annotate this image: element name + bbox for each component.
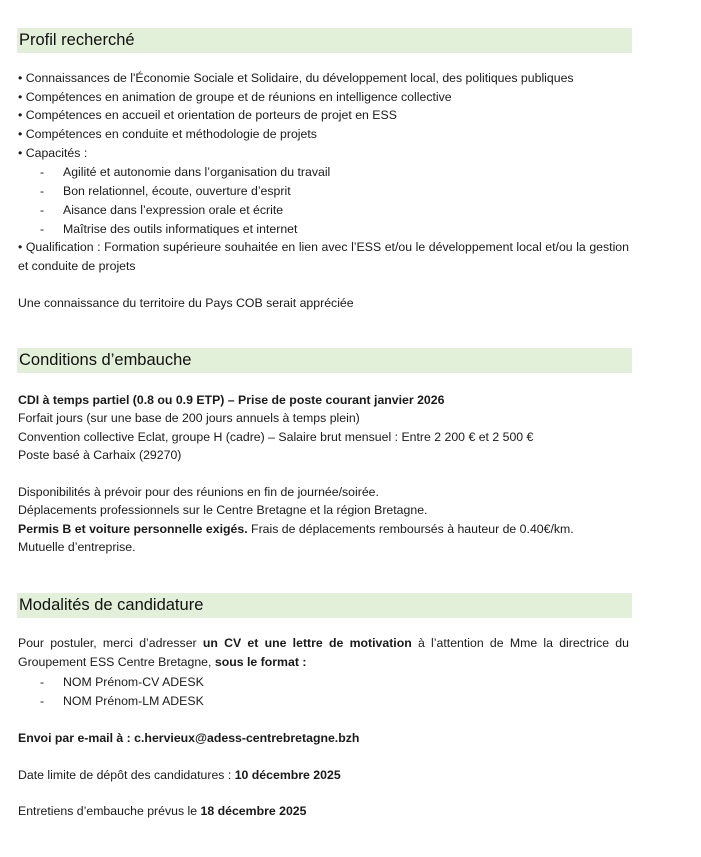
profil-qualification: • Qualification : Formation supérieure souhaitée en lien avec l’ESS et/ou le développement local et/ou la gestion et conduite de projets [18, 240, 629, 273]
format-item-lm: - NOM Prénom-LM ADESK [40, 694, 204, 708]
capacite-item-4: - Maîtrise des outils informatiques et internet [40, 222, 298, 236]
conditions-mutuelle: Mutuelle d’entreprise. [18, 540, 136, 554]
format-item-cv: - NOM Prénom-CV ADESK [40, 675, 204, 689]
section-heading-conditions: Conditions d’embauche [17, 348, 632, 373]
conditions-permis: Permis B et voiture personnelle exigés. Frais de déplacements remboursés à hauteur de 0.40€/km. [18, 522, 574, 536]
profil-bullet-2: • Compétences en animation de groupe et de réunions en intelligence collective [18, 90, 452, 104]
conditions-lieu: Poste basé à Carhaix (29270) [18, 448, 182, 462]
section-heading-profil: Profil recherché [17, 28, 632, 53]
capacite-item-3: - Aisance dans l’expression orale et écrite [40, 203, 284, 217]
profil-bullet-3: • Compétences en accueil et orientation de porteurs de projet en ESS [18, 108, 397, 122]
modalites-date-limite: Date limite de dépôt des candidatures : 10 décembre 2025 [18, 768, 341, 782]
conditions-deplacements: Déplacements professionnels sur le Centre Bretagne et la région Bretagne. [18, 503, 428, 517]
capacite-item-1: - Agilité et autonomie dans l’organisation du travail [40, 165, 331, 179]
section-heading-modalites: Modalités de candidature [17, 593, 632, 618]
modalites-paragraph: Pour postuler, merci d’adresser un CV et une lettre de motivation à l’attention de Mme la directrice du Groupement ESS Centre Bretagne, sous le format : [18, 636, 629, 669]
modalites-entretiens: Entretiens d’embauche prévus le 18 décembre 2025 [18, 804, 307, 818]
modalites-envoi: Envoi par e-mail à : c.hervieux@adess-centrebretagne.bzh [18, 731, 360, 745]
profil-bullet-4: • Compétences en conduite et méthodologie de projets [18, 127, 317, 141]
conditions-contrat: CDI à temps partiel (0.8 ou 0.9 ETP) – Prise de poste courant janvier 2026 [18, 393, 445, 407]
profil-territoire: Une connaissance du territoire du Pays COB serait appréciée [18, 296, 354, 310]
profil-bullet-1: • Connaissances de l'Économie Sociale et Solidaire, du développement local, des politiques publiques [18, 71, 574, 85]
conditions-forfait: Forfait jours (sur une base de 200 jours annuels à temps plein) [18, 411, 360, 425]
profil-bullet-5: • Capacités : [18, 146, 88, 160]
capacite-item-2: - Bon relationnel, écoute, ouverture d’esprit [40, 184, 291, 198]
conditions-convention: Convention collective Eclat, groupe H (cadre) – Salaire brut mensuel : Entre 2 200 € et 2 500 € [18, 430, 534, 444]
conditions-disponibilites: Disponibilités à prévoir pour des réunions en fin de journée/soirée. [18, 485, 379, 499]
